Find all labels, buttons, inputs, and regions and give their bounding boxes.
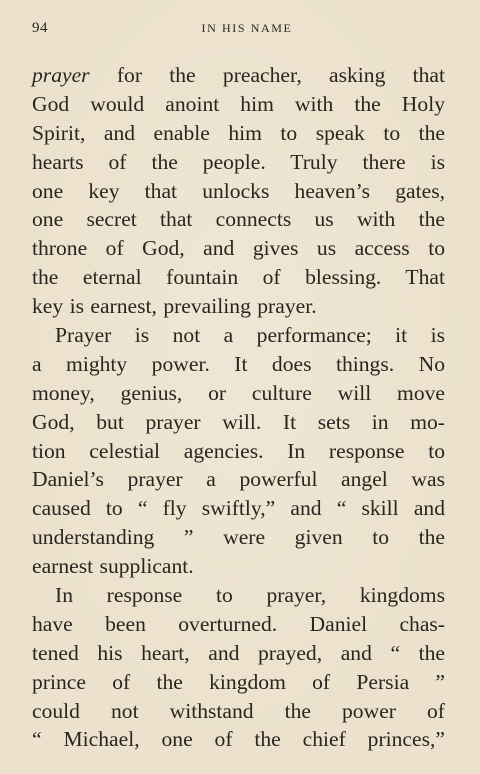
text-line: tened his heart, and prayed, and “ the [32, 640, 445, 665]
text-line: key is earnest, prevailing prayer. [32, 294, 317, 319]
text-line: “ Michael, one of the chief princes,” [32, 727, 445, 752]
running-head: IN HIS NAME [201, 21, 293, 35]
text-line: have been overturned. Daniel chas- [32, 611, 445, 636]
page-header [32, 20, 448, 42]
text-line: caused to “ fly swiftly,” and “ skill and [32, 496, 445, 521]
text-line: one key that unlocks heaven’s gates, [32, 178, 445, 203]
text-line: God would anoint him with the Holy [32, 91, 445, 116]
text-line: Daniel’s prayer a powerful angel was [32, 467, 445, 492]
text-line: the eternal fountain of blessing. That [32, 265, 445, 290]
text-line: money, genius, or culture will move [32, 380, 445, 405]
text-line: understanding ” were given to the [32, 525, 445, 550]
text-line: could not withstand the power of [32, 698, 445, 723]
body-text [32, 61, 445, 754]
italic-word: prayer [32, 63, 90, 87]
text-line: tion celestial agencies. In response to [32, 438, 445, 463]
text-line: throne of God, and gives us access to [32, 236, 445, 261]
text-line: one secret that connects us with the [32, 207, 445, 232]
text-line: a mighty power. It does things. No [32, 351, 445, 376]
text-line: In response to prayer, kingdoms [55, 583, 445, 608]
page-number: 94 [32, 20, 48, 36]
text-line: earnest supplicant. [32, 554, 194, 579]
text-line: hearts of the people. Truly there is [32, 149, 445, 174]
text-line: prayer for the preacher, asking that [32, 63, 445, 87]
text-line: God, but prayer will. It sets in mo- [32, 409, 445, 434]
text-line: prince of the kingdom of Persia ” [32, 669, 445, 694]
text-line: Prayer is not a performance; it is [55, 323, 445, 348]
text-line: Spirit, and enable him to speak to the [32, 120, 445, 145]
